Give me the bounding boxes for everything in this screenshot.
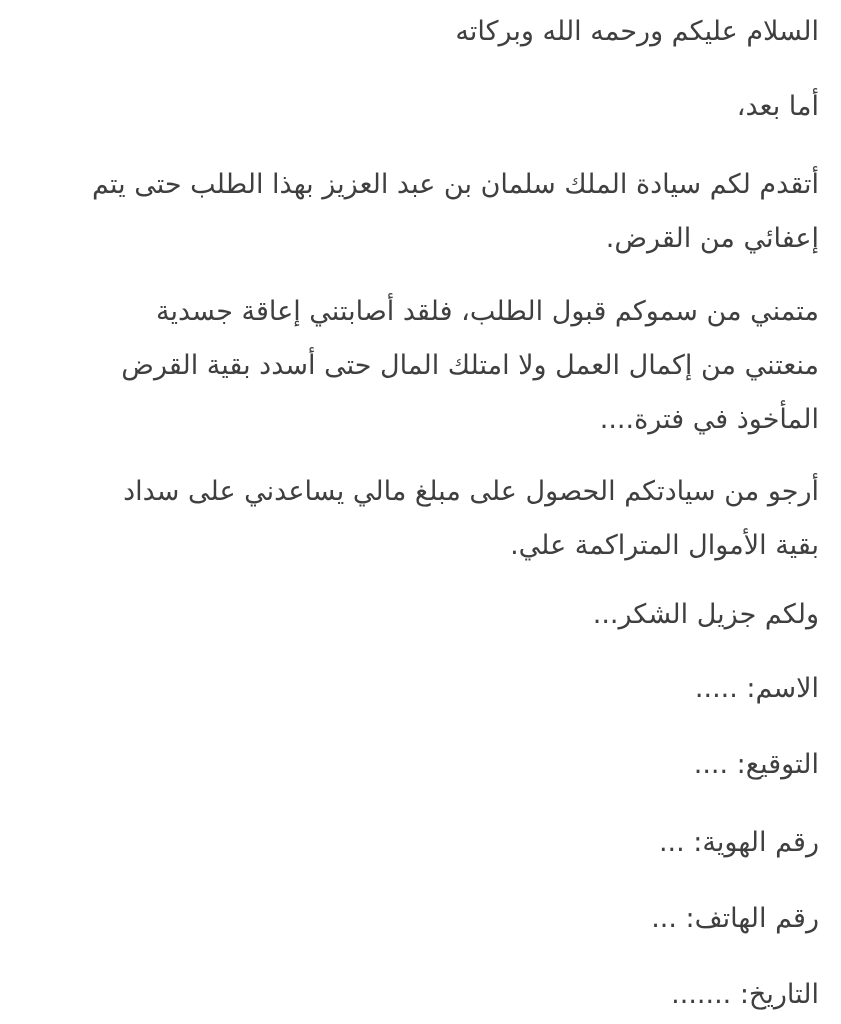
request-line-1: أتقدم لكم سيادة الملك سلمان بن عبد العزيز بهذا الطلب حتى يتم — [92, 169, 819, 200]
opening-line: أما بعد، — [736, 91, 819, 122]
thanks-line: ولكم جزيل الشكر... — [592, 599, 819, 630]
greeting-line: السلام عليكم ورحمه الله وبركاته — [455, 16, 819, 47]
date-field: التاريخ: ....... — [671, 979, 819, 1010]
reason-line-3: المأخوذ في فترة.... — [599, 404, 819, 435]
plea-line-1: أرجو من سيادتكم الحصول على مبلغ مالي يساعدني على سداد — [123, 476, 819, 507]
plea-line-2: بقية الأموال المتراكمة علي. — [510, 530, 819, 561]
id-number-field: رقم الهوية: ... — [658, 827, 819, 858]
reason-line-1: متمني من سموكم قبول الطلب، فلقد أصابتني إعاقة جسدية — [155, 296, 819, 327]
reason-paragraph — [121, 285, 819, 447]
plea-paragraph — [123, 465, 819, 573]
name-field: الاسم: ..... — [694, 673, 819, 704]
request-line-2: إعفائي من القرض. — [605, 223, 819, 254]
request-paragraph — [92, 158, 819, 266]
signature-field: التوقيع: .... — [693, 749, 819, 780]
phone-number-field: رقم الهاتف: ... — [651, 903, 819, 934]
reason-line-2: منعتني من إكمال العمل ولا امتلك المال حتى أسدد بقية القرض — [121, 350, 819, 381]
